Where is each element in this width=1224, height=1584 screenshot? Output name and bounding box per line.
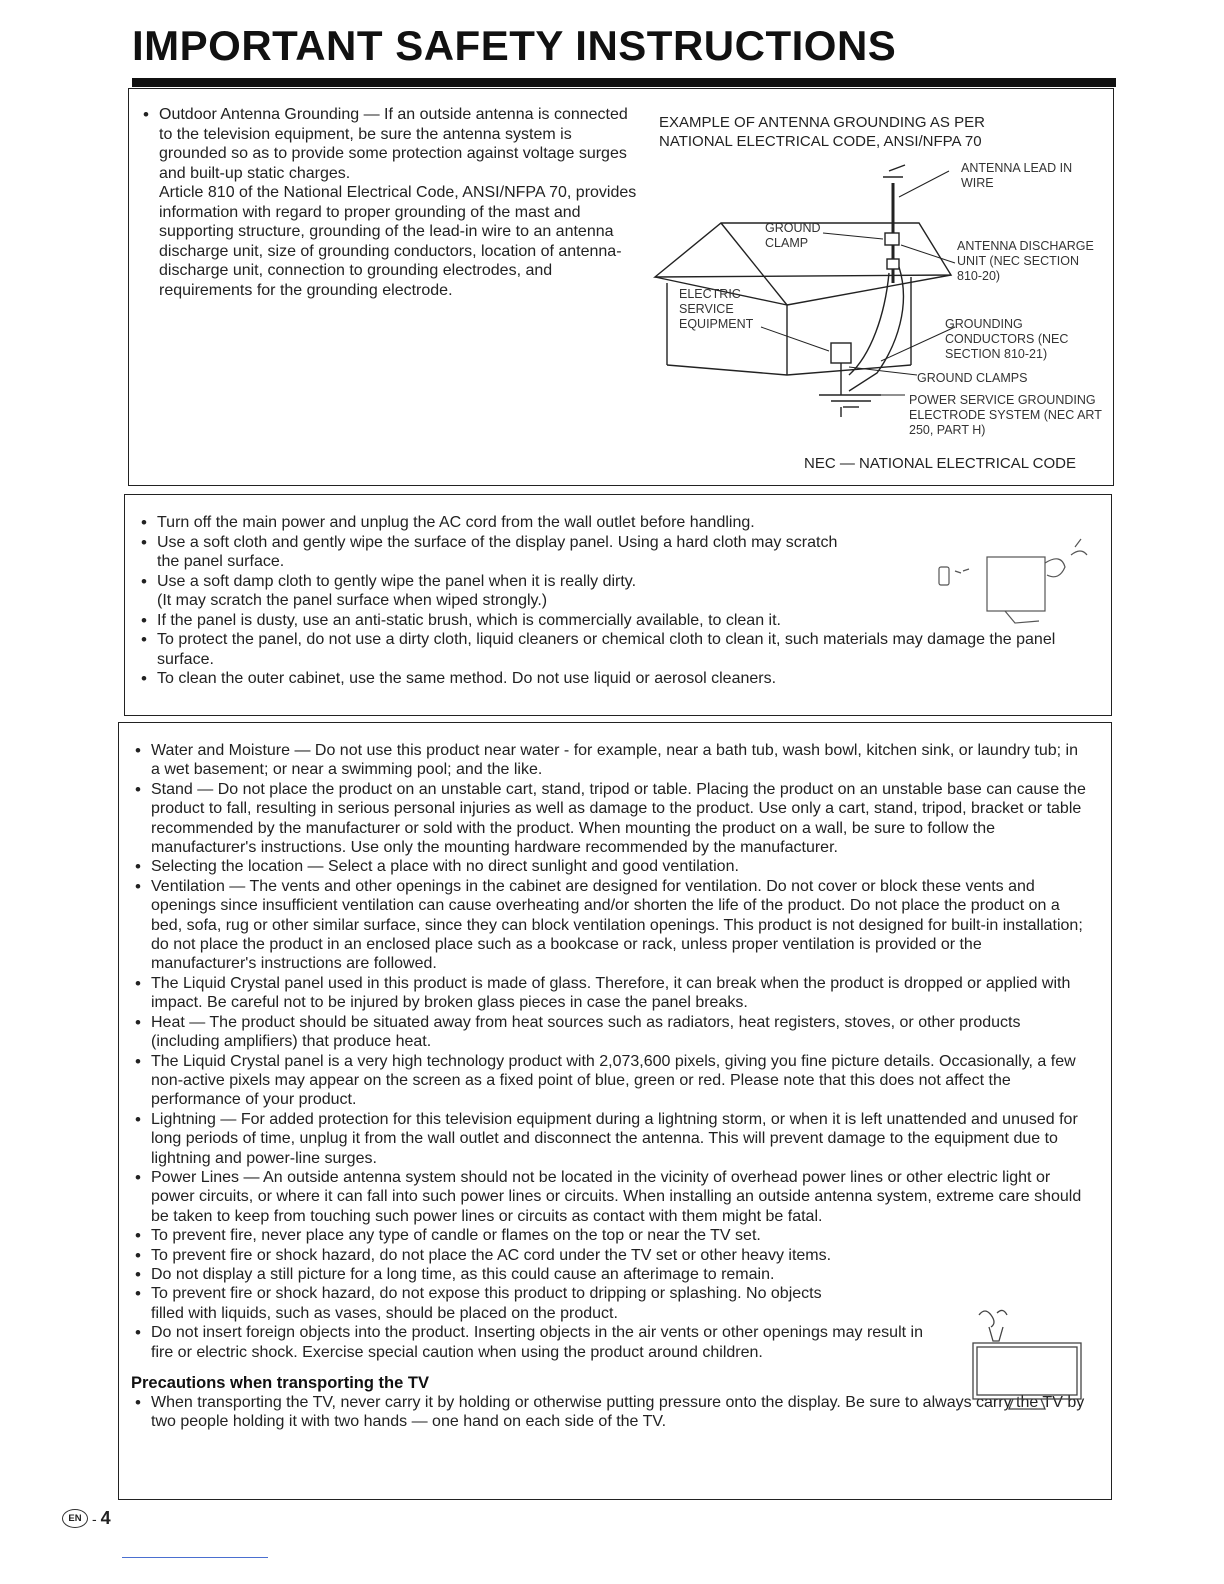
nec-note: NEC — NATIONAL ELECTRICAL CODE	[804, 455, 1076, 472]
tv-vase-illustration	[967, 1307, 1087, 1417]
list-item: • To prevent fire, never place any type of candle or flames on the top or near the TV set.	[131, 1226, 1091, 1245]
list-item: • Heat — The product should be situated away from heat sources such as radiators, heat registers, stoves, or other products (including amplifiers) that produce heat.	[131, 1013, 1091, 1052]
list-item: • Ventilation — The vents and other openings in the cabinet are designed for ventilation. Do not cover or block these vents and openings since insufficient ventilation can cause overheating and/or shorten the life of the product. Do not place the product on a bed, sofa, rug or other similar surface, since they can block ventilation openings. This product is not designed for built-in installation; do not place the product in an enclosed place such as a bookcase or rack, unless proper ventilation is provided or the manufacturer's instructions are followed.	[131, 877, 1091, 974]
label-electric-service: ELECTRIC SERVICE EQUIPMENT	[679, 287, 754, 331]
list-item: • Power Lines — An outside antenna system should not be located in the vicinity of overhead power lines or other electric light or power circuits, or where it can fall into such power lines or circuits. When installing an outside antenna system, extreme care should be taken to keep from touching such power lines or circuits as contact with them might be fatal.	[131, 1168, 1091, 1226]
antenna-grounding-figure	[649, 105, 1109, 485]
figure-caption: EXAMPLE OF ANTENNA GROUNDING AS PER NATIONAL ELECTRICAL CODE, ANSI/NFPA 70	[659, 114, 985, 150]
label-antenna-lead: ANTENNA LEAD IN WIRE	[961, 161, 1073, 190]
list-item: • The Liquid Crystal panel is a very high technology product with 2,073,600 pixels, giving you fine picture details. Occasionally, a few non-active pixels may appear on the screen as a fixed point of blue, green or red. Please note that this does not affect the performance of your product.	[131, 1052, 1091, 1110]
list-item: • The Liquid Crystal panel used in this product is made of glass. Therefore, it can break when the product is dropped or applied with impact. Be careful not to be injured by broken glass pieces in case the panel breaks.	[131, 974, 1091, 1013]
general-bullets	[131, 741, 1091, 1362]
label-ground-clamps: GROUND CLAMPS	[917, 371, 1028, 385]
list-item: • Do not display a still picture for a long time, as this could cause an afterimage to remain.	[131, 1265, 1091, 1284]
antenna-bullets	[139, 105, 639, 300]
list-item: • When transporting the TV, never carry it by holding or otherwise putting pressure onto the display. Be sure to always carry the TV by two people holding it with two hands — one hand on each side of the TV.	[131, 1393, 1091, 1432]
antenna-text	[139, 105, 639, 300]
page-footer	[62, 1508, 111, 1529]
cleaning-box	[124, 494, 1112, 716]
transport-bullets	[131, 1393, 1091, 1432]
list-item: • Use a soft cloth and gently wipe the surface of the display panel. Using a hard cloth may scratch the panel surface.	[137, 533, 1097, 572]
antenna-grounding-box	[128, 88, 1114, 486]
page-number: 4	[100, 1508, 111, 1528]
list-item: • Outdoor Antenna Grounding — If an outside antenna is connected to the television equipment, be sure the antenna system is grounded so as to provide some protection against voltage surges and built-up static charges. Article 810 of the National Electrical Code, ANSI/NFPA 70, provides information with regard to proper grounding of the mast and supporting structure, grounding of the lead-in wire to an antenna discharge unit, size of grounding conductors, location of antenna-discharge unit, connection to grounding electrodes, and requirements for the grounding electrode.	[139, 105, 639, 300]
list-item: • Use a soft damp cloth to gently wipe the panel when it is really dirty. (It may scratch the panel surface when wiped strongly.)	[137, 572, 1097, 611]
list-item: • If the panel is dusty, use an anti-static brush, which is commercially available, to clean it.	[137, 611, 1097, 631]
list-item: • To prevent fire or shock hazard, do not expose this product to dripping or splashing. No objects filled with liquids, such as vases, should be placed on the product.	[131, 1284, 1091, 1323]
list-item: • Do not insert foreign objects into the product. Inserting objects in the air vents or other openings may result in fire or electric shock. Exercise special caution when using the product around children.	[131, 1323, 1091, 1362]
list-item: • Stand — Do not place the product on an unstable cart, stand, tripod or table. Placing the product on an unstable base can cause the product to fall, resulting in serious personal injuries as well as damage to the product. Use only a cart, stand, tripod, bracket or table recommended by the manufacturer or sold with the product. When mounting the product on a wall, be sure to follow the manufacturer's instructions. Use only the mounting hardware recommended by the manufacturer.	[131, 780, 1091, 858]
general-text	[131, 741, 1091, 1432]
bottom-rule	[122, 1557, 268, 1558]
general-safety-box	[118, 722, 1112, 1500]
transport-heading: Precautions when transporting the TV	[131, 1374, 429, 1392]
list-item: • To protect the panel, do not use a dirty cloth, liquid cleaners or chemical cloth to clean it, such materials may damage the panel surface.	[137, 630, 1097, 669]
label-ground-clamp: GROUND CLAMP	[765, 221, 821, 250]
language-badge: EN	[62, 1509, 88, 1528]
list-item: • To clean the outer cabinet, use the same method. Do not use liquid or aerosol cleaners.	[137, 669, 1097, 689]
footer-separator: -	[92, 1510, 97, 1527]
label-grounding-conductors: GROUNDING CONDUCTORS (NEC SECTION 810-21)	[945, 317, 1069, 361]
list-item: • Lightning — For added protection for this television equipment during a lightning storm, or when it is left unattended and unused for long periods of time, unplug it from the wall outlet and disconnect the antenna. This will prevent damage to the equipment due to lightning and power-line surges.	[131, 1110, 1091, 1168]
list-item: • Selecting the location — Select a place with no direct sunlight and good ventilation.	[131, 857, 1091, 876]
list-item: • Water and Moisture — Do not use this product near water - for example, near a bath tub, wash bowl, kitchen sink, or laundry tub; in a wet basement; or near a swimming pool; and the like.	[131, 741, 1091, 780]
title-rule	[132, 78, 1116, 87]
label-discharge-unit: ANTENNA DISCHARGE UNIT (NEC SECTION 810-20)	[957, 239, 1094, 283]
label-power-service: POWER SERVICE GROUNDING ELECTRODE SYSTEM (NEC ART 250, PART H)	[909, 393, 1102, 437]
list-item: • Turn off the main power and unplug the AC cord from the wall outlet before handling.	[137, 513, 1097, 533]
list-item: • To prevent fire or shock hazard, do not place the AC cord under the TV set or other heavy items.	[131, 1246, 1091, 1265]
page-title: IMPORTANT SAFETY INSTRUCTIONS	[132, 22, 897, 69]
tv-cleaning-illustration	[935, 527, 1105, 637]
